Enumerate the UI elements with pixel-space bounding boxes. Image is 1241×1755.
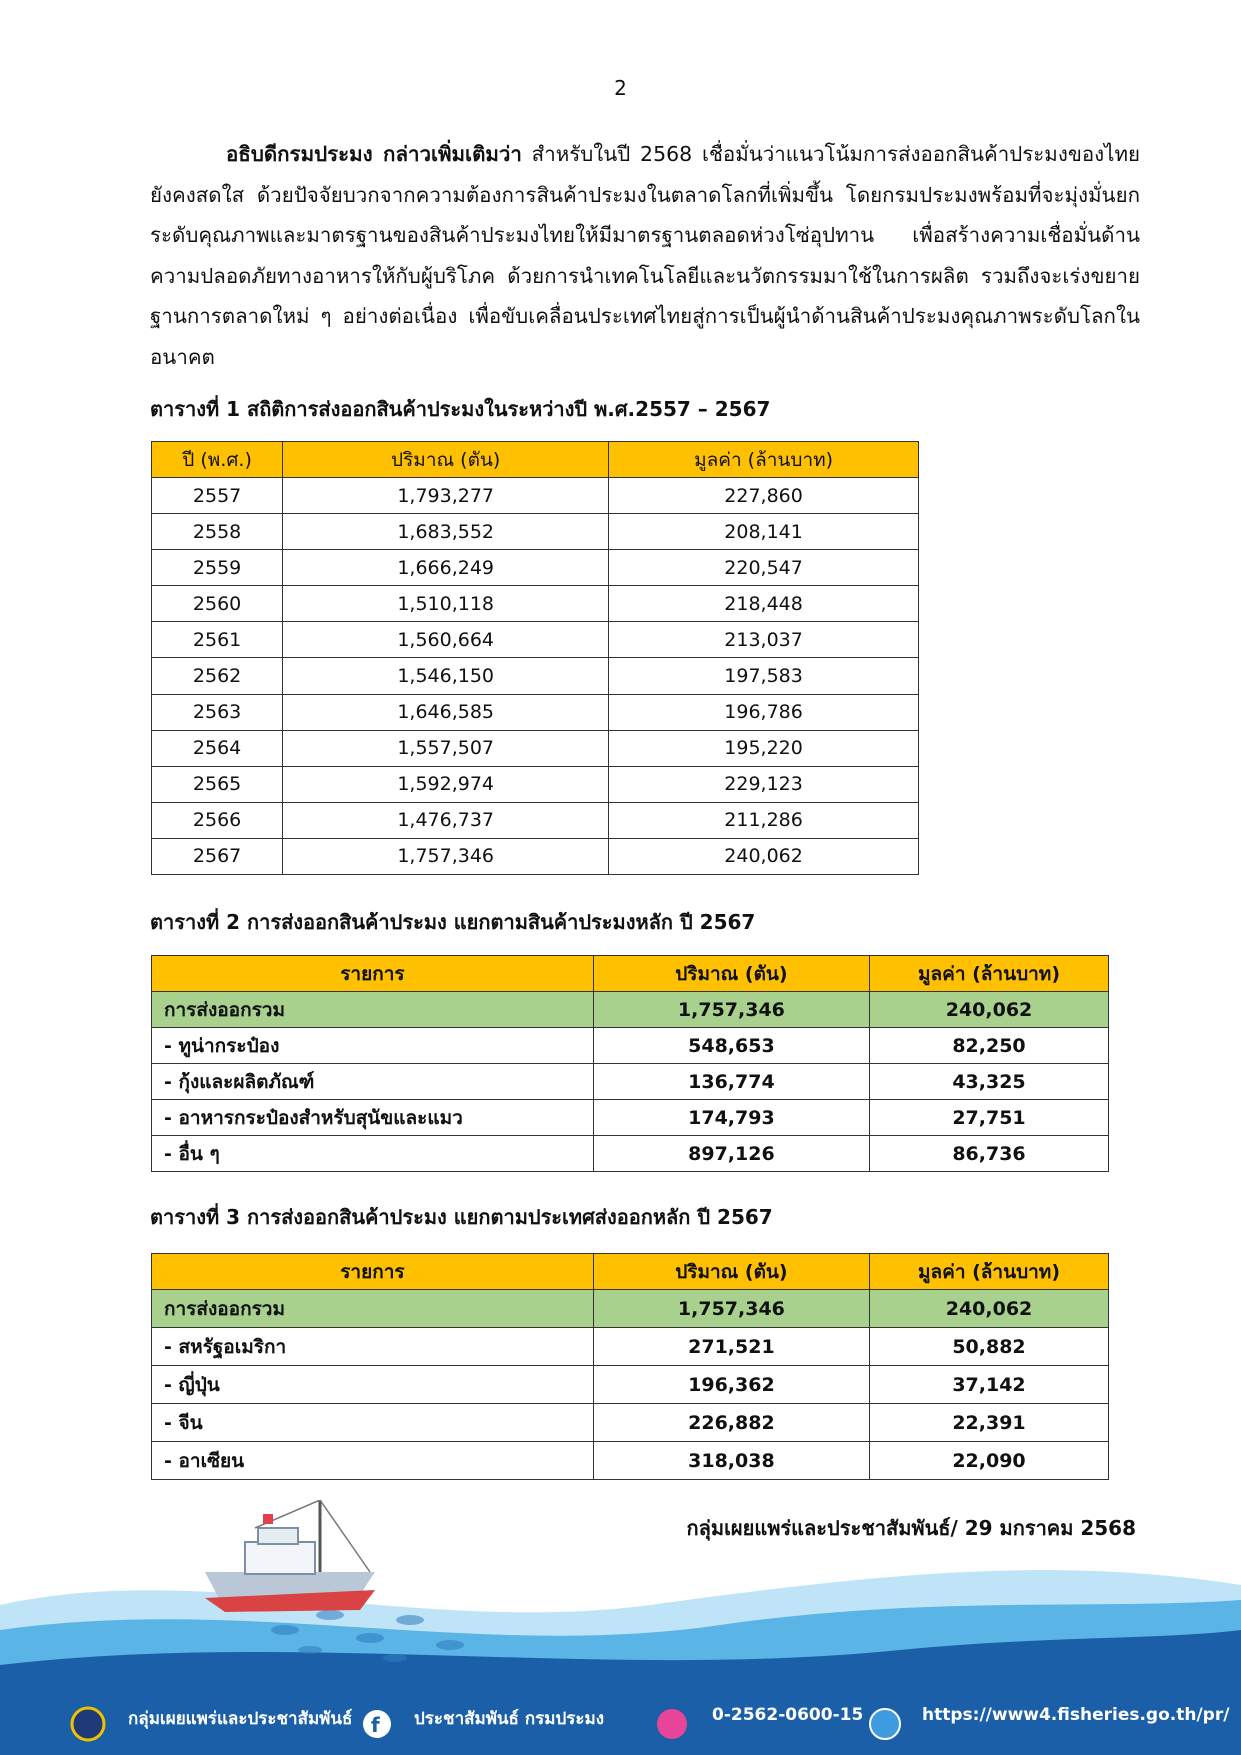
- cell-year: 2561: [152, 622, 283, 658]
- intro-paragraph: [150, 134, 1140, 377]
- cell-value: 195,220: [609, 730, 919, 766]
- cell-item: - ทูน่ากระป๋อง: [152, 1028, 594, 1064]
- table-row: [152, 586, 919, 622]
- table-row: [152, 694, 919, 730]
- cell-item: การส่งออกรวม: [152, 992, 594, 1028]
- header-value: มูลค่า (ล้านบาท): [869, 956, 1108, 992]
- cell-value: 22,391: [869, 1404, 1108, 1442]
- table-row: [152, 1366, 1109, 1404]
- export-by-country-table: [151, 1253, 1109, 1480]
- cell-volume: 1,793,277: [283, 478, 609, 514]
- cell-value: 229,123: [609, 766, 919, 802]
- total-row: [152, 992, 1109, 1028]
- header-volume: ปริมาณ (ตัน): [593, 1254, 869, 1290]
- cell-year: 2567: [152, 838, 283, 874]
- paragraph-lead: อธิบดีกรมประมง กล่าวเพิ่มเติมว่า: [226, 142, 522, 166]
- export-stats-table: [151, 441, 919, 875]
- cell-value: 82,250: [869, 1028, 1108, 1064]
- phone-icon: [657, 1709, 687, 1739]
- cell-value: 37,142: [869, 1366, 1108, 1404]
- cell-value: 213,037: [609, 622, 919, 658]
- cell-volume: 1,560,664: [283, 622, 609, 658]
- cell-item: - กุ้งและผลิตภัณฑ์: [152, 1064, 594, 1100]
- table-row: [152, 802, 919, 838]
- cell-value: 208,141: [609, 514, 919, 550]
- cell-item: - สหรัฐอเมริกา: [152, 1328, 594, 1366]
- cell-volume: 174,793: [593, 1100, 869, 1136]
- cell-item: - อาเซียน: [152, 1442, 594, 1480]
- press-credit: กลุ่มเผยแพร่และประชาสัมพันธ์/ 29 มกราคม 2568: [686, 1516, 1136, 1540]
- table-header-row: [152, 1254, 1109, 1290]
- table3-caption: ตารางที่ 3 การส่งออกสินค้าประมง แยกตามประเทศส่งออกหลัก ปี 2567: [150, 1205, 773, 1229]
- table-row: [152, 550, 919, 586]
- cell-volume: 318,038: [593, 1442, 869, 1480]
- cell-year: 2563: [152, 694, 283, 730]
- cell-volume: 1,757,346: [283, 838, 609, 874]
- cell-year: 2559: [152, 550, 283, 586]
- cell-volume: 1,646,585: [283, 694, 609, 730]
- page-number: 2: [614, 76, 627, 100]
- footer-phone: 0-2562-0600-15: [712, 1705, 864, 1725]
- table-row: [152, 1100, 1109, 1136]
- header-value: มูลค่า (ล้านบาท): [869, 1254, 1108, 1290]
- cell-item: - จีน: [152, 1404, 594, 1442]
- cell-volume: 1,546,150: [283, 658, 609, 694]
- cell-item: - อาหารกระป๋องสำหรับสุนัขและแมว: [152, 1100, 594, 1136]
- table-row: [152, 1136, 1109, 1172]
- header-item: รายการ: [152, 956, 594, 992]
- cell-value: 240,062: [869, 1290, 1108, 1328]
- cell-volume: 1,510,118: [283, 586, 609, 622]
- cell-volume: 196,362: [593, 1366, 869, 1404]
- cell-volume: 1,757,346: [593, 992, 869, 1028]
- cell-volume: 226,882: [593, 1404, 869, 1442]
- table-row: [152, 622, 919, 658]
- table-row: [152, 1028, 1109, 1064]
- table-row: [152, 766, 919, 802]
- table-row: [152, 658, 919, 694]
- cell-value: 22,090: [869, 1442, 1108, 1480]
- cell-volume: 1,683,552: [283, 514, 609, 550]
- header-volume: ปริมาณ (ตัน): [593, 956, 869, 992]
- table-row: [152, 514, 919, 550]
- cell-value: 211,286: [609, 802, 919, 838]
- cell-value: 86,736: [869, 1136, 1108, 1172]
- footer-group: กลุ่มเผยแพร่และประชาสัมพันธ์: [128, 1709, 353, 1729]
- cell-item: - ญี่ปุ่น: [152, 1366, 594, 1404]
- cell-volume: 1,666,249: [283, 550, 609, 586]
- cell-volume: 897,126: [593, 1136, 869, 1172]
- cell-value: 227,860: [609, 478, 919, 514]
- table-row: [152, 1328, 1109, 1366]
- table-row: [152, 478, 919, 514]
- footer-facebook-link[interactable]: ประชาสัมพันธ์ กรมประมง: [414, 1709, 605, 1729]
- fisheries-logo-icon: [72, 1708, 104, 1740]
- globe-icon: [870, 1709, 900, 1739]
- cell-value: 27,751: [869, 1100, 1108, 1136]
- cell-volume: 136,774: [593, 1064, 869, 1100]
- export-by-product-table: [151, 955, 1109, 1172]
- table-row: [152, 838, 919, 874]
- total-row: [152, 1290, 1109, 1328]
- cell-value: 197,583: [609, 658, 919, 694]
- cell-volume: 548,653: [593, 1028, 869, 1064]
- fishing-boat-icon: [205, 1500, 375, 1612]
- cell-volume: 1,757,346: [593, 1290, 869, 1328]
- table-header-row: [152, 956, 1109, 992]
- table-row: [152, 730, 919, 766]
- cell-value: 196,786: [609, 694, 919, 730]
- cell-value: 43,325: [869, 1064, 1108, 1100]
- header-item: รายการ: [152, 1254, 594, 1290]
- cell-year: 2558: [152, 514, 283, 550]
- header-volume: ปริมาณ (ตัน): [283, 442, 609, 478]
- table-row: [152, 1442, 1109, 1480]
- cell-year: 2566: [152, 802, 283, 838]
- table2-caption: ตารางที่ 2 การส่งออกสินค้าประมง แยกตามสินค้าประมงหลัก ปี 2567: [150, 910, 756, 934]
- cell-year: 2564: [152, 730, 283, 766]
- cell-year: 2565: [152, 766, 283, 802]
- cell-value: 240,062: [609, 838, 919, 874]
- cell-year: 2557: [152, 478, 283, 514]
- header-value: มูลค่า (ล้านบาท): [609, 442, 919, 478]
- cell-item: การส่งออกรวม: [152, 1290, 594, 1328]
- cell-value: 240,062: [869, 992, 1108, 1028]
- cell-year: 2562: [152, 658, 283, 694]
- table-row: [152, 1064, 1109, 1100]
- cell-value: 50,882: [869, 1328, 1108, 1366]
- table-row: [152, 1404, 1109, 1442]
- cell-volume: 1,476,737: [283, 802, 609, 838]
- cell-volume: 271,521: [593, 1328, 869, 1366]
- paragraph-body: สำหรับในปี 2568 เชื่อมั่นว่าแนวโน้มการส่งออกสินค้าประมงของไทยยังคงสดใส ด้วยปัจจัยบวกจากความต้องการสินค้าประมงในตลาดโลกที่เพิ่มขึ้น โดยกรมประมงพร้อมที่จะมุ่งมั่นยกระดับคุณภาพและมาตรฐานของสินค้าประมงไทยให้มีมาตรฐานตลอดห่วงโซ่อุปทาน เพื่อสร้างความเชื่อมั่นด้านความปลอดภัยทางอาหารให้กับผู้บริโภค ด้วยการนำเทคโนโลยีและนวัตกรรมมาใช้ในการผลิต รวมถึงจะเร่งขยายฐานการตลาดใหม่ ๆ อย่างต่อเนื่อง เพื่อขับเคลื่อนประเทศไทยสู่การเป็นผู้นำด้านสินค้าประมงคุณภาพระดับโลกในอนาคต: [150, 142, 1141, 369]
- cell-value: 218,448: [609, 586, 919, 622]
- table-header-row: [152, 442, 919, 478]
- cell-year: 2560: [152, 586, 283, 622]
- svg-text:f: f: [371, 1713, 380, 1737]
- header-year: ปี (พ.ศ.): [152, 442, 283, 478]
- cell-value: 220,547: [609, 550, 919, 586]
- cell-volume: 1,592,974: [283, 766, 609, 802]
- table1-caption: ตารางที่ 1 สถิติการส่งออกสินค้าประมงในระหว่างปี พ.ศ.2557 – 2567: [150, 397, 771, 421]
- footer-website-link[interactable]: https://www4.fisheries.go.th/pr/: [922, 1705, 1230, 1725]
- cell-volume: 1,557,507: [283, 730, 609, 766]
- cell-item: - อื่น ๆ: [152, 1136, 594, 1172]
